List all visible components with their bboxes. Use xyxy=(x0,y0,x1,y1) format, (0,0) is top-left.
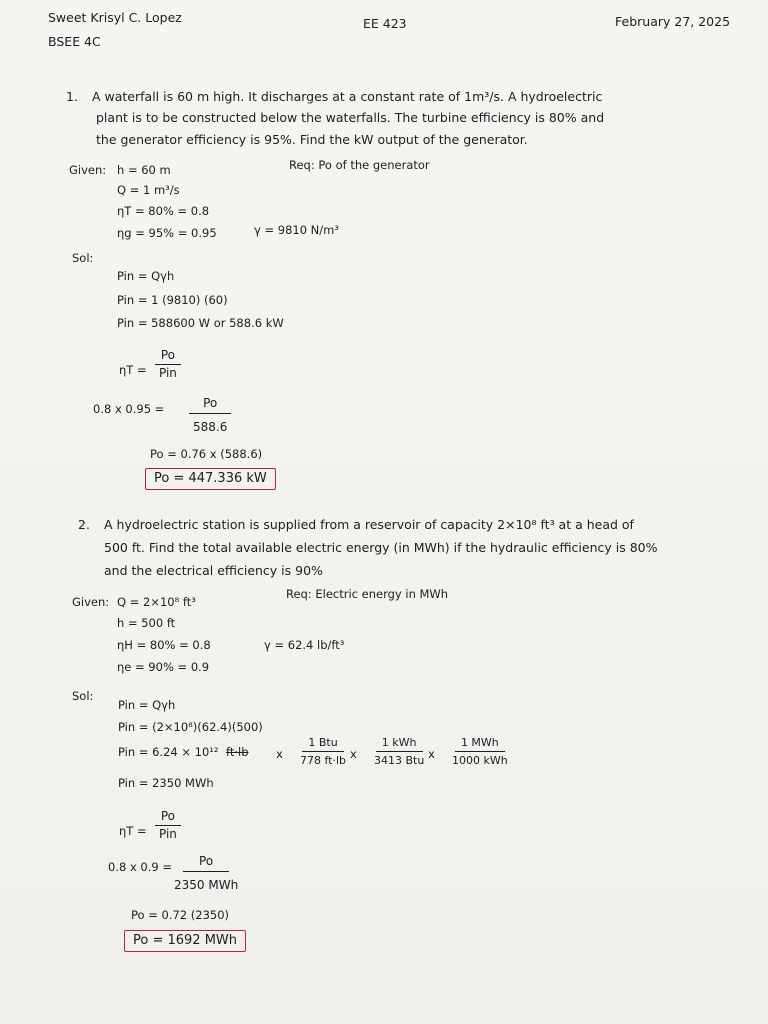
subject-code: EE 423 xyxy=(363,16,407,31)
problem2-given-eta-e: ηe = 90% = 0.9 xyxy=(117,660,210,674)
problem2-conv-unit: ft·lb xyxy=(226,745,249,759)
problem2-sol-label: Sol: xyxy=(72,689,94,703)
problem2-subst-num: Po xyxy=(183,854,229,872)
problem2-subst-den: 2350 MWh xyxy=(174,878,239,892)
problem1-eff-den: Pin xyxy=(159,366,177,380)
problem2-pin-result: Pin = 2350 MWh xyxy=(118,776,214,790)
problem2-subst-fraction xyxy=(172,854,240,893)
problem2-answer-box: Po = 1692 MWh xyxy=(124,930,246,952)
problem1-subst-fraction xyxy=(183,396,237,435)
problem1-number: 1. xyxy=(66,89,78,104)
problem1-given-eta-g: ηg = 95% = 0.95 xyxy=(117,226,217,240)
problem2-po-line: Po = 0.72 (2350) xyxy=(131,908,230,922)
problem2-conv1-den: 778 ft·lb xyxy=(300,754,347,767)
problem2-conv-fraction-1 xyxy=(294,735,352,768)
date: February 27, 2025 xyxy=(615,14,731,29)
problem1-given-h: h = 60 m xyxy=(117,163,171,177)
problem1-given-label: Given: xyxy=(69,163,107,177)
problem2-conv1-num: 1 Btu xyxy=(302,735,343,752)
problem2-subst-lhs: 0.8 x 0.9 = xyxy=(108,860,172,874)
problem1-text-line2: plant is to be constructed below the waterfalls. The turbine efficiency is 80% and xyxy=(96,110,605,125)
problem1-subst-lhs: 0.8 x 0.95 = xyxy=(93,402,165,416)
problem2-text-line3: and the electrical efficiency is 90% xyxy=(104,563,323,578)
problem2-conv-fraction-2 xyxy=(368,735,430,768)
problem1-gamma: γ = 9810 N/m³ xyxy=(254,223,339,237)
problem1-answer-box: Po = 447.336 kW xyxy=(145,468,276,490)
problem2-conv2-den: 3413 Btu xyxy=(374,754,425,767)
problem2-conv-lead: Pin = 6.24 × 10¹² xyxy=(118,745,219,759)
problem1-text-line3: the generator efficiency is 95%. Find the kW output of the generator. xyxy=(96,132,528,147)
problem2-gamma: γ = 62.4 lb/ft³ xyxy=(264,638,345,652)
problem1-step3: Pin = 588600 W or 588.6 kW xyxy=(117,316,284,330)
problem1-step1: Pin = Qγh xyxy=(117,269,175,283)
problem2-conv3-num: 1 MWh xyxy=(455,735,505,752)
problem2-conv-fraction-3 xyxy=(446,735,514,768)
problem2-text-line1: A hydroelectric station is supplied from a reservoir of capacity 2×10⁸ ft³ at a head of xyxy=(104,517,634,532)
problem1-po-line: Po = 0.76 x (588.6) xyxy=(150,447,263,461)
problem2-conv-times-2: x xyxy=(350,747,357,761)
problem1-step2: Pin = 1 (9810) (60) xyxy=(117,293,228,307)
problem2-eff-den: Pin xyxy=(159,827,177,841)
problem2-given-h: h = 500 ft xyxy=(117,616,176,630)
problem2-conv-times-1: x xyxy=(276,747,283,761)
problem1-given-eta-t: ηT = 80% = 0.8 xyxy=(117,204,210,218)
problem2-conv2-num: 1 kWh xyxy=(376,735,423,752)
problem1-eff-lhs: ηT = xyxy=(119,363,147,377)
problem1-eff-num: Po xyxy=(155,348,181,365)
problem2-step1: Pin = Qγh xyxy=(118,698,176,712)
problem2-eff-lhs: ηT = xyxy=(119,824,147,838)
problem1-subst-num: Po xyxy=(189,396,231,414)
problem2-number: 2. xyxy=(78,517,90,532)
problem1-eff-fraction xyxy=(153,348,183,381)
problem1-sol-label: Sol: xyxy=(72,251,94,265)
problem2-text-line2: 500 ft. Find the total available electric energy (in MWh) if the hydraulic efficiency is 80% xyxy=(104,540,658,555)
student-name: Sweet Krisyl C. Lopez xyxy=(48,10,182,25)
problem1-required: Req: Po of the generator xyxy=(289,158,430,172)
problem2-given-eta-h: ηH = 80% = 0.8 xyxy=(117,638,211,652)
problem2-step2: Pin = (2×10⁸)(62.4)(500) xyxy=(118,720,263,734)
problem2-required: Req: Electric energy in MWh xyxy=(286,587,449,601)
course-section: BSEE 4C xyxy=(48,34,101,49)
problem1-given-q: Q = 1 m³/s xyxy=(117,183,180,197)
problem2-conv-times-3: x xyxy=(428,747,435,761)
problem2-eff-fraction xyxy=(153,809,183,842)
problem2-given-label: Given: xyxy=(72,595,110,609)
problem2-given-q: Q = 2×10⁸ ft³ xyxy=(117,595,196,609)
problem2-conv3-den: 1000 kWh xyxy=(452,754,508,767)
problem1-subst-den: 588.6 xyxy=(193,420,228,434)
problem1-text-line1: A waterfall is 60 m high. It discharges at a constant rate of 1m³/s. A hydroelectric xyxy=(92,89,603,104)
problem2-eff-num: Po xyxy=(155,809,181,826)
